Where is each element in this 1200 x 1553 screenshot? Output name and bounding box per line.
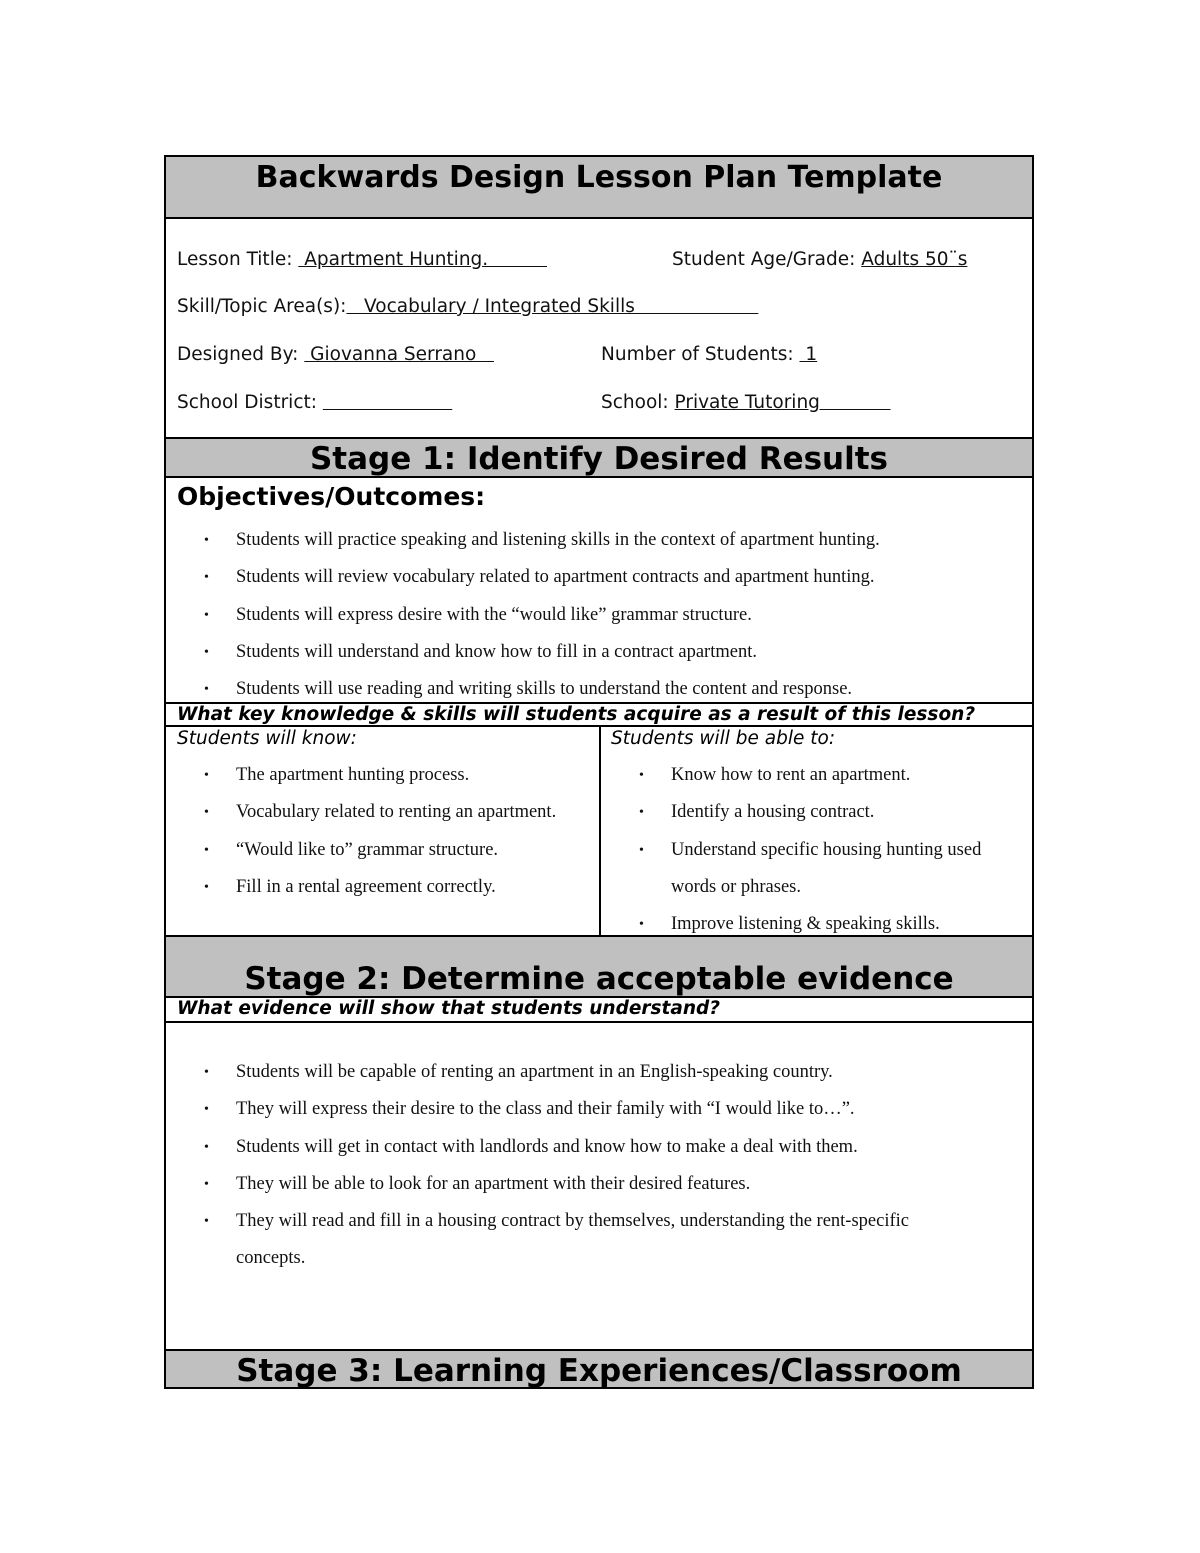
bullet-icon: • bbox=[204, 1176, 209, 1192]
lesson-title-line bbox=[177, 249, 547, 270]
evidence-item bbox=[166, 1091, 976, 1128]
bullet-icon: • bbox=[204, 1102, 209, 1118]
age-grade-label: Student Age/Grade: bbox=[672, 249, 862, 270]
evidence-item bbox=[166, 1166, 976, 1203]
designed-by-label: Designed By: bbox=[177, 344, 305, 365]
objectives-heading: Objectives/Outcomes: bbox=[177, 482, 486, 511]
district-value bbox=[323, 392, 452, 413]
know-item-text: Fill in a rental agreement correctly. bbox=[236, 876, 496, 897]
objective-item bbox=[166, 634, 1032, 671]
bullet-icon: • bbox=[639, 842, 644, 858]
objective-item bbox=[166, 522, 1032, 559]
stage2-heading-band bbox=[166, 935, 1032, 998]
objective-item bbox=[166, 597, 1032, 634]
bullet-icon: • bbox=[639, 805, 644, 821]
know-heading: Students will know: bbox=[177, 728, 357, 749]
stage3-heading-band bbox=[166, 1349, 1032, 1387]
district-label: School District: bbox=[177, 392, 323, 413]
knowledge-question: What key knowledge & skills will students acquire as a result of this lesson? bbox=[177, 704, 976, 725]
know-item bbox=[166, 869, 586, 906]
school-line bbox=[601, 392, 890, 413]
evidence-list bbox=[166, 1054, 976, 1278]
stage1-heading-band bbox=[166, 437, 1032, 478]
objective-item bbox=[166, 559, 1032, 596]
bullet-icon: • bbox=[204, 570, 209, 586]
evidence-item-text: Students will be capable of renting an apartment in an English-speaking country. bbox=[236, 1062, 833, 1082]
bullet-icon: • bbox=[204, 607, 209, 623]
lesson-title-label: Lesson Title: bbox=[177, 249, 299, 270]
age-grade-value: Adults 50¨s bbox=[861, 249, 968, 270]
bullet-icon: • bbox=[639, 768, 644, 783]
designed-by-line bbox=[177, 344, 494, 365]
know-item bbox=[166, 794, 586, 831]
lesson-title-value: Apartment Hunting. bbox=[298, 249, 547, 270]
objective-item-text: Students will express desire with the “would like” grammar structure. bbox=[236, 604, 752, 625]
skill-label: Skill/Topic Area(s): bbox=[177, 296, 347, 317]
age-grade-line bbox=[672, 249, 967, 270]
know-item-text: The apartment hunting process. bbox=[236, 765, 470, 785]
bullet-icon: • bbox=[204, 644, 209, 660]
knowledge-question-row bbox=[166, 702, 1032, 727]
evidence-question-row bbox=[166, 998, 1032, 1023]
able-item-text: Know how to rent an apartment. bbox=[671, 765, 911, 785]
able-item-text: Improve listening & speaking skills. bbox=[671, 914, 940, 935]
objective-item-text: Students will review vocabulary related to apartment contracts and apartment hunting. bbox=[236, 567, 875, 588]
bullet-icon: • bbox=[204, 533, 209, 548]
stage1-heading: Stage 1: Identify Desired Results bbox=[309, 441, 889, 477]
able-heading: Students will be able to: bbox=[611, 728, 836, 749]
evidence-item bbox=[166, 1203, 976, 1278]
evidence-item-text: They will be able to look for an apartment with their desired features. bbox=[236, 1173, 751, 1194]
num-students-label: Number of Students: bbox=[601, 344, 800, 365]
bullet-icon: • bbox=[204, 879, 209, 895]
skill-line bbox=[177, 296, 758, 317]
evidence-item-text: Students will get in contact with landlords and know how to make a deal with them. bbox=[236, 1136, 858, 1157]
evidence-item-text: They will read and fill in a housing contract by themselves, understanding the rent-specific concepts. bbox=[236, 1211, 909, 1269]
designed-by-value: Giovanna Serrano bbox=[304, 344, 494, 365]
able-item-text: Understand specific housing hunting used words or phrases. bbox=[671, 839, 982, 897]
objectives-section bbox=[166, 478, 1032, 702]
district-line bbox=[177, 392, 452, 413]
skill-value: Vocabulary / Integrated Skills bbox=[346, 296, 759, 317]
school-label: School: bbox=[601, 392, 675, 413]
able-item bbox=[601, 794, 1021, 831]
know-item-text: “Would like to” grammar structure. bbox=[236, 839, 499, 860]
num-students-value: 1 bbox=[799, 344, 818, 365]
bullet-icon: • bbox=[204, 682, 209, 698]
know-item bbox=[166, 832, 586, 869]
bullet-icon: • bbox=[204, 768, 209, 783]
info-section bbox=[166, 219, 1032, 437]
objective-item-text: Students will practice speaking and listening skills in the context of apartment hunting. bbox=[236, 530, 880, 550]
objectives-list bbox=[166, 522, 1032, 708]
evidence-section bbox=[166, 1023, 1032, 1349]
know-item bbox=[166, 757, 586, 794]
know-able-section bbox=[166, 727, 1032, 937]
bullet-icon: • bbox=[204, 805, 209, 821]
objective-item-text: Students will use reading and writing skills to understand the content and response. bbox=[236, 679, 853, 700]
school-value: Private Tutoring bbox=[674, 392, 891, 413]
able-list bbox=[601, 757, 1021, 943]
able-item bbox=[601, 757, 1021, 794]
objective-item-text: Students will understand and know how to fill in a contract apartment. bbox=[236, 641, 757, 662]
evidence-question: What evidence will show that students understand? bbox=[177, 998, 720, 1019]
evidence-item-text: They will express their desire to the class and their family with “I would like to…”. bbox=[236, 1099, 855, 1120]
lesson-plan-document bbox=[164, 155, 1034, 1389]
bullet-icon: • bbox=[204, 1065, 209, 1080]
know-list bbox=[166, 757, 586, 906]
able-item bbox=[601, 832, 1021, 907]
num-students-line bbox=[601, 344, 817, 365]
evidence-item bbox=[166, 1129, 976, 1166]
bullet-icon: • bbox=[204, 1139, 209, 1155]
bullet-icon: • bbox=[204, 1214, 209, 1230]
evidence-item bbox=[166, 1054, 976, 1091]
document-title: Backwards Design Lesson Plan Template bbox=[255, 160, 943, 195]
bullet-icon: • bbox=[639, 917, 644, 933]
stage2-heading: Stage 2: Determine acceptable evidence bbox=[244, 961, 954, 997]
able-item-text: Identify a housing contract. bbox=[671, 802, 875, 823]
know-item-text: Vocabulary related to renting an apartment. bbox=[236, 802, 557, 823]
title-band bbox=[166, 157, 1032, 219]
stage3-heading: Stage 3: Learning Experiences/Classroom bbox=[236, 1353, 962, 1389]
bullet-icon: • bbox=[204, 842, 209, 858]
